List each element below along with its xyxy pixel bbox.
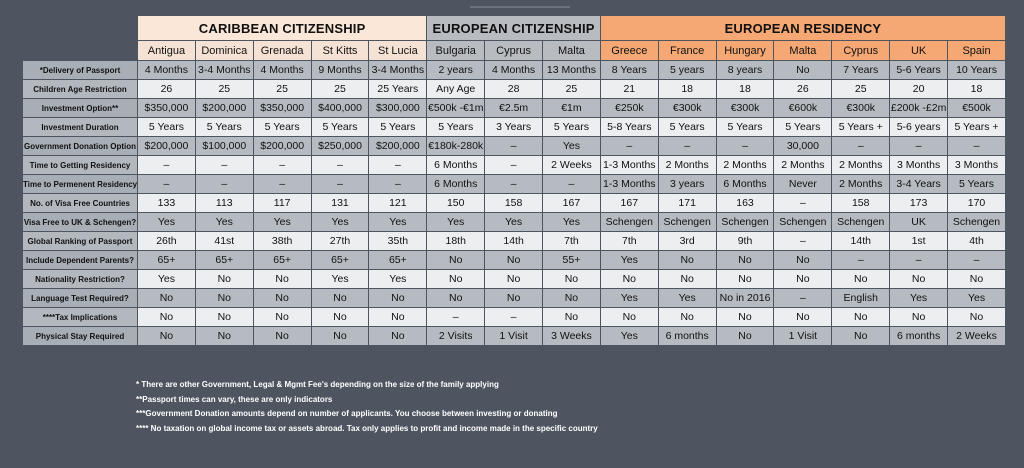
table-cell: No <box>890 270 947 288</box>
table-cell: No <box>543 270 600 288</box>
table-cell: No <box>427 251 484 269</box>
table-cell: 5 Years <box>717 118 774 136</box>
table-cell: 26 <box>138 80 195 98</box>
table-cell: 26th <box>138 232 195 250</box>
table-cell: No <box>196 289 253 307</box>
table-cell: No <box>948 308 1005 326</box>
table-cell: Yes <box>485 213 542 231</box>
table-cell: 26 <box>774 80 831 98</box>
table-cell: $200,000 <box>138 137 195 155</box>
country-header-malta: Malta <box>543 41 600 60</box>
table-cell: €600k <box>774 99 831 117</box>
table-cell: $350,000 <box>138 99 195 117</box>
table-cell: 14th <box>832 232 889 250</box>
table-cell: – <box>196 156 253 174</box>
table-cell: No <box>254 327 311 345</box>
table-cell: 131 <box>312 194 369 212</box>
table-cell: 158 <box>485 194 542 212</box>
table-cell: 21 <box>601 80 658 98</box>
table-cell: 18th <box>427 232 484 250</box>
table-cell: Yes <box>890 289 947 307</box>
table-cell: 3 Months <box>890 156 947 174</box>
table-cell: 14th <box>485 232 542 250</box>
table-cell: English <box>832 289 889 307</box>
table-cell: 167 <box>601 194 658 212</box>
table-cell: 5 years <box>659 61 716 79</box>
table-cell: 13 Months <box>543 61 600 79</box>
table-cell: 6 Months <box>427 156 484 174</box>
table-cell: Any Age <box>427 80 484 98</box>
table-cell: 6 months <box>890 327 947 345</box>
table-cell: – <box>774 232 831 250</box>
table-cell: No <box>254 270 311 288</box>
table-cell: No <box>659 251 716 269</box>
table-cell: 1st <box>890 232 947 250</box>
table-cell: $100,000 <box>196 137 253 155</box>
table-cell: No <box>774 251 831 269</box>
table-cell: $200,000 <box>196 99 253 117</box>
table-cell: No <box>369 308 426 326</box>
table-cell: Schengen <box>948 213 1005 231</box>
table-cell: 55+ <box>543 251 600 269</box>
group-header-row <box>23 16 1005 40</box>
table-cell: – <box>254 175 311 193</box>
table-cell: 1-3 Months <box>601 175 658 193</box>
table-cell: 3-4 Months <box>196 61 253 79</box>
table-cell: €300k <box>717 99 774 117</box>
table-cell: Yes <box>427 213 484 231</box>
table-cell: 2 Weeks <box>948 327 1005 345</box>
table-cell: 171 <box>659 194 716 212</box>
table-cell: 7 Years <box>832 61 889 79</box>
table-cell: No <box>717 251 774 269</box>
table-cell: 150 <box>427 194 484 212</box>
table-cell: $300,000 <box>369 99 426 117</box>
table-cell: No <box>717 327 774 345</box>
table-cell: 2 Months <box>832 175 889 193</box>
table-cell: Schengen <box>832 213 889 231</box>
country-header-greece: Greece <box>601 41 658 60</box>
table-cell: 65+ <box>369 251 426 269</box>
table-cell: 1-3 Months <box>601 156 658 174</box>
table-cell: – <box>774 289 831 307</box>
row-label-global-ranking-of-passport: Global Ranking of Passport <box>23 232 137 250</box>
table-cell: 2 Months <box>659 156 716 174</box>
table-cell: Yes <box>138 270 195 288</box>
table-cell: 5 Years + <box>948 118 1005 136</box>
table-cell: 133 <box>138 194 195 212</box>
table-cell: No <box>427 289 484 307</box>
table-cell: 2 Weeks <box>543 156 600 174</box>
table-row <box>23 213 1005 231</box>
table-row <box>23 175 1005 193</box>
table-cell: No <box>369 327 426 345</box>
country-header-antigua: Antigua <box>138 41 195 60</box>
table-cell: €500k <box>948 99 1005 117</box>
table-cell: – <box>659 137 716 155</box>
country-header-dominica: Dominica <box>196 41 253 60</box>
table-cell: No <box>832 327 889 345</box>
table-cell: No <box>601 270 658 288</box>
table-cell: 5 Years <box>254 118 311 136</box>
table-cell: – <box>312 156 369 174</box>
table-cell: No <box>774 270 831 288</box>
table-cell: 2 years <box>427 61 484 79</box>
table-cell: 170 <box>948 194 1005 212</box>
table-cell: – <box>427 308 484 326</box>
corner-cell <box>23 41 137 60</box>
table-cell: $200,000 <box>254 137 311 155</box>
top-decoration <box>470 0 570 8</box>
table-cell: $200,000 <box>369 137 426 155</box>
table-cell: – <box>196 175 253 193</box>
table-cell: 4th <box>948 232 1005 250</box>
table-row <box>23 137 1005 155</box>
table-cell: – <box>138 175 195 193</box>
country-header-cyprus: Cyprus <box>485 41 542 60</box>
table-cell: Yes <box>312 270 369 288</box>
table-cell: Yes <box>312 213 369 231</box>
table-cell: No <box>659 270 716 288</box>
table-cell: 28 <box>485 80 542 98</box>
table-cell: Schengen <box>774 213 831 231</box>
table-cell: No <box>774 308 831 326</box>
table-cell: No <box>196 270 253 288</box>
country-header-row <box>23 41 1005 60</box>
table-row <box>23 308 1005 326</box>
table-cell: 9 Months <box>312 61 369 79</box>
table-cell: 173 <box>890 194 947 212</box>
table-cell: €250k <box>601 99 658 117</box>
table-row <box>23 61 1005 79</box>
table-cell: 4 Months <box>138 61 195 79</box>
table-cell: – <box>890 251 947 269</box>
table-row <box>23 232 1005 250</box>
table-cell: 5 Years <box>312 118 369 136</box>
table-cell: Yes <box>601 289 658 307</box>
table-cell: 30,000 <box>774 137 831 155</box>
table-cell: 9th <box>717 232 774 250</box>
table-body <box>23 61 1005 345</box>
table-cell: 25 <box>832 80 889 98</box>
table-cell: 65+ <box>312 251 369 269</box>
table-cell: 2 Visits <box>427 327 484 345</box>
table-cell: No <box>485 289 542 307</box>
table-cell: – <box>948 137 1005 155</box>
table-cell: – <box>369 175 426 193</box>
table-cell: 5 Years <box>948 175 1005 193</box>
table-cell: 3-4 Months <box>369 61 426 79</box>
table-cell: 18 <box>948 80 1005 98</box>
table-cell: 163 <box>717 194 774 212</box>
table-cell: 5 Years <box>138 118 195 136</box>
table-cell: £200k -£2m <box>890 99 947 117</box>
country-header-malta: Malta <box>774 41 831 60</box>
table-cell: $400,000 <box>312 99 369 117</box>
table-cell: 10 Years <box>948 61 1005 79</box>
row-label-no-of-visa-free-countries: No. of Visa Free Countries <box>23 194 137 212</box>
table-cell: Yes <box>254 213 311 231</box>
row-label-time-to-getting-residency: Time to Getting Residency <box>23 156 137 174</box>
row-label-include-dependent-parents: Include Dependent Parents? <box>23 251 137 269</box>
table-row <box>23 118 1005 136</box>
group-european-residency: EUROPEAN RESIDENCY <box>601 16 1005 40</box>
table-cell: 65+ <box>138 251 195 269</box>
country-header-st-lucia: St Lucia <box>369 41 426 60</box>
comparison-table <box>22 15 1006 346</box>
table-cell: 6 Months <box>427 175 484 193</box>
table-cell: 5-8 Years <box>601 118 658 136</box>
table-cell: – <box>485 175 542 193</box>
footnotes <box>136 378 598 436</box>
table-cell: – <box>948 251 1005 269</box>
table-cell: 3rd <box>659 232 716 250</box>
table-cell: No <box>427 270 484 288</box>
table-cell: No <box>138 289 195 307</box>
row-label-visa-free-to-uk-schengen: Visa Free to UK & Schengen? <box>23 213 137 231</box>
table-cell: 117 <box>254 194 311 212</box>
table-cell: Yes <box>369 270 426 288</box>
table-cell: Never <box>774 175 831 193</box>
table-cell: No <box>774 61 831 79</box>
row-label-nationality-restriction: Nationality Restriction? <box>23 270 137 288</box>
table-cell: 18 <box>717 80 774 98</box>
table-cell: No <box>369 289 426 307</box>
table-cell: Yes <box>138 213 195 231</box>
table-cell: – <box>138 156 195 174</box>
table-row <box>23 270 1005 288</box>
table-cell: No <box>832 270 889 288</box>
table-row <box>23 156 1005 174</box>
table-cell: – <box>717 137 774 155</box>
table-cell: No <box>312 308 369 326</box>
table-cell: 5 Years + <box>832 118 889 136</box>
table-cell: Yes <box>196 213 253 231</box>
country-header-cyprus: Cyprus <box>832 41 889 60</box>
country-header-grenada: Grenada <box>254 41 311 60</box>
table-cell: No <box>832 308 889 326</box>
table-cell: 3 Weeks <box>543 327 600 345</box>
table-cell: 3 Months <box>948 156 1005 174</box>
table-cell: Yes <box>601 251 658 269</box>
table-cell: 5 Years <box>196 118 253 136</box>
table-cell: No <box>312 289 369 307</box>
table-cell: – <box>485 137 542 155</box>
table-cell: No <box>659 308 716 326</box>
group-caribbean-citizenship: CARIBBEAN CITIZENSHIP <box>138 16 426 40</box>
table-cell: No <box>948 270 1005 288</box>
footnote-1: * There are other Government, Legal & Mgmt Fee's depending on the size of the family applying <box>136 380 499 389</box>
country-header-uk: UK <box>890 41 947 60</box>
table-cell: 121 <box>369 194 426 212</box>
table-cell: €2.5m <box>485 99 542 117</box>
table-cell: 5 Years <box>369 118 426 136</box>
row-label-physical-stay-required: Physical Stay Required <box>23 327 137 345</box>
row-label-investment-option: Investment Option** <box>23 99 137 117</box>
table-cell: No <box>138 327 195 345</box>
table-cell: 41st <box>196 232 253 250</box>
table-cell: 18 <box>659 80 716 98</box>
table-cell: 25 <box>543 80 600 98</box>
table-cell: Yes <box>543 213 600 231</box>
table-cell: Yes <box>369 213 426 231</box>
table-cell: 2 Months <box>717 156 774 174</box>
footnotes-panel <box>0 362 1024 468</box>
group-european-citizenship: EUROPEAN CITIZENSHIP <box>427 16 600 40</box>
table-cell: 2 Months <box>774 156 831 174</box>
table-cell: Yes <box>948 289 1005 307</box>
table-cell: 3-4 Years <box>890 175 947 193</box>
table-cell: 8 Years <box>601 61 658 79</box>
table-cell: Yes <box>659 289 716 307</box>
table-cell: 5-6 Years <box>890 61 947 79</box>
table-cell: – <box>369 156 426 174</box>
table-cell: 25 <box>254 80 311 98</box>
row-label-language-test-required: Language Test Required? <box>23 289 137 307</box>
table-cell: No <box>254 289 311 307</box>
table-cell: No <box>196 327 253 345</box>
table-cell: 25 <box>312 80 369 98</box>
table-row <box>23 99 1005 117</box>
table-cell: €300k <box>832 99 889 117</box>
table-cell: No <box>717 270 774 288</box>
table-cell: No <box>138 308 195 326</box>
table-cell: Schengen <box>659 213 716 231</box>
table-row <box>23 251 1005 269</box>
footnote-3: ***Government Donation amounts depend on number of applicants. You choose between investing or donating <box>136 409 558 418</box>
country-header-st-kitts: St Kitts <box>312 41 369 60</box>
table-cell: 6 months <box>659 327 716 345</box>
table-cell: 5 Years <box>543 118 600 136</box>
row-label-time-to-permenent-residency: Time to Permenent Residency <box>23 175 137 193</box>
table-cell: – <box>832 137 889 155</box>
table-cell: 65+ <box>254 251 311 269</box>
table-cell: – <box>601 137 658 155</box>
table-cell: 5 Years <box>427 118 484 136</box>
table-cell: €300k <box>659 99 716 117</box>
table-cell: 3 Years <box>485 118 542 136</box>
table-cell: No <box>717 308 774 326</box>
row-label-delivery-of-passport: *Delivery of Passport <box>23 61 137 79</box>
table-cell: 20 <box>890 80 947 98</box>
table-cell: 2 Months <box>832 156 889 174</box>
table-cell: 8 years <box>717 61 774 79</box>
table-cell: 158 <box>832 194 889 212</box>
country-header-france: France <box>659 41 716 60</box>
table-cell: 7th <box>601 232 658 250</box>
country-header-spain: Spain <box>948 41 1005 60</box>
corner-cell <box>23 16 137 40</box>
row-label-investment-duration: Investment Duration <box>23 118 137 136</box>
table-cell: No in 2016 <box>717 289 774 307</box>
table-cell: 35th <box>369 232 426 250</box>
table-cell: €500k -€1m <box>427 99 484 117</box>
table-cell: UK <box>890 213 947 231</box>
country-header-hungary: Hungary <box>717 41 774 60</box>
table-cell: 113 <box>196 194 253 212</box>
table-cell: 3 years <box>659 175 716 193</box>
table-cell: Yes <box>543 137 600 155</box>
table-cell: 167 <box>543 194 600 212</box>
table-cell: – <box>774 194 831 212</box>
row-label-tax-implications: ****Tax Implications <box>23 308 137 326</box>
table-cell: – <box>485 156 542 174</box>
table-cell: No <box>485 251 542 269</box>
table-cell: 4 Months <box>254 61 311 79</box>
table-cell: No <box>254 308 311 326</box>
table-cell: – <box>832 251 889 269</box>
table-cell: $350,000 <box>254 99 311 117</box>
table-cell: No <box>312 327 369 345</box>
table-cell: €1m <box>543 99 600 117</box>
table-cell: – <box>312 175 369 193</box>
table-cell: $250,000 <box>312 137 369 155</box>
table-row <box>23 289 1005 307</box>
table-row <box>23 80 1005 98</box>
table-cell: 5 Years <box>659 118 716 136</box>
table-cell: – <box>890 137 947 155</box>
table-cell: 25 <box>196 80 253 98</box>
country-header-bulgaria: Bulgaria <box>427 41 484 60</box>
table-cell: Yes <box>601 327 658 345</box>
table-cell: No <box>485 270 542 288</box>
table-cell: 4 Months <box>485 61 542 79</box>
table-cell: 5 Years <box>774 118 831 136</box>
table-cell: No <box>543 289 600 307</box>
footnote-4: **** No taxation on global income tax or assets abroad. Tax only applies to profit and income made in the specific country <box>136 423 598 433</box>
table-cell: No <box>601 308 658 326</box>
table-cell: 7th <box>543 232 600 250</box>
table-cell: No <box>543 308 600 326</box>
table-cell: No <box>196 308 253 326</box>
table-row <box>23 194 1005 212</box>
table-cell: Schengen <box>601 213 658 231</box>
table-cell: €180k-280k <box>427 137 484 155</box>
table-cell: Schengen <box>717 213 774 231</box>
row-label-children-age-restriction: Children Age Restriction <box>23 80 137 98</box>
table-cell: 6 Months <box>717 175 774 193</box>
table-cell: 65+ <box>196 251 253 269</box>
table-cell: – <box>485 308 542 326</box>
table-row <box>23 327 1005 345</box>
table-cell: No <box>890 308 947 326</box>
table-cell: 27th <box>312 232 369 250</box>
table-cell: – <box>543 175 600 193</box>
row-label-government-donation-option: Government Donation Option <box>23 137 137 155</box>
table-cell: – <box>254 156 311 174</box>
table-cell: 25 Years <box>369 80 426 98</box>
table-cell: 5-6 years <box>890 118 947 136</box>
footnote-2: **Passport times can vary, these are only indicators <box>136 394 333 404</box>
table-cell: 38th <box>254 232 311 250</box>
table-cell: 1 Visit <box>485 327 542 345</box>
table-cell: 1 Visit <box>774 327 831 345</box>
